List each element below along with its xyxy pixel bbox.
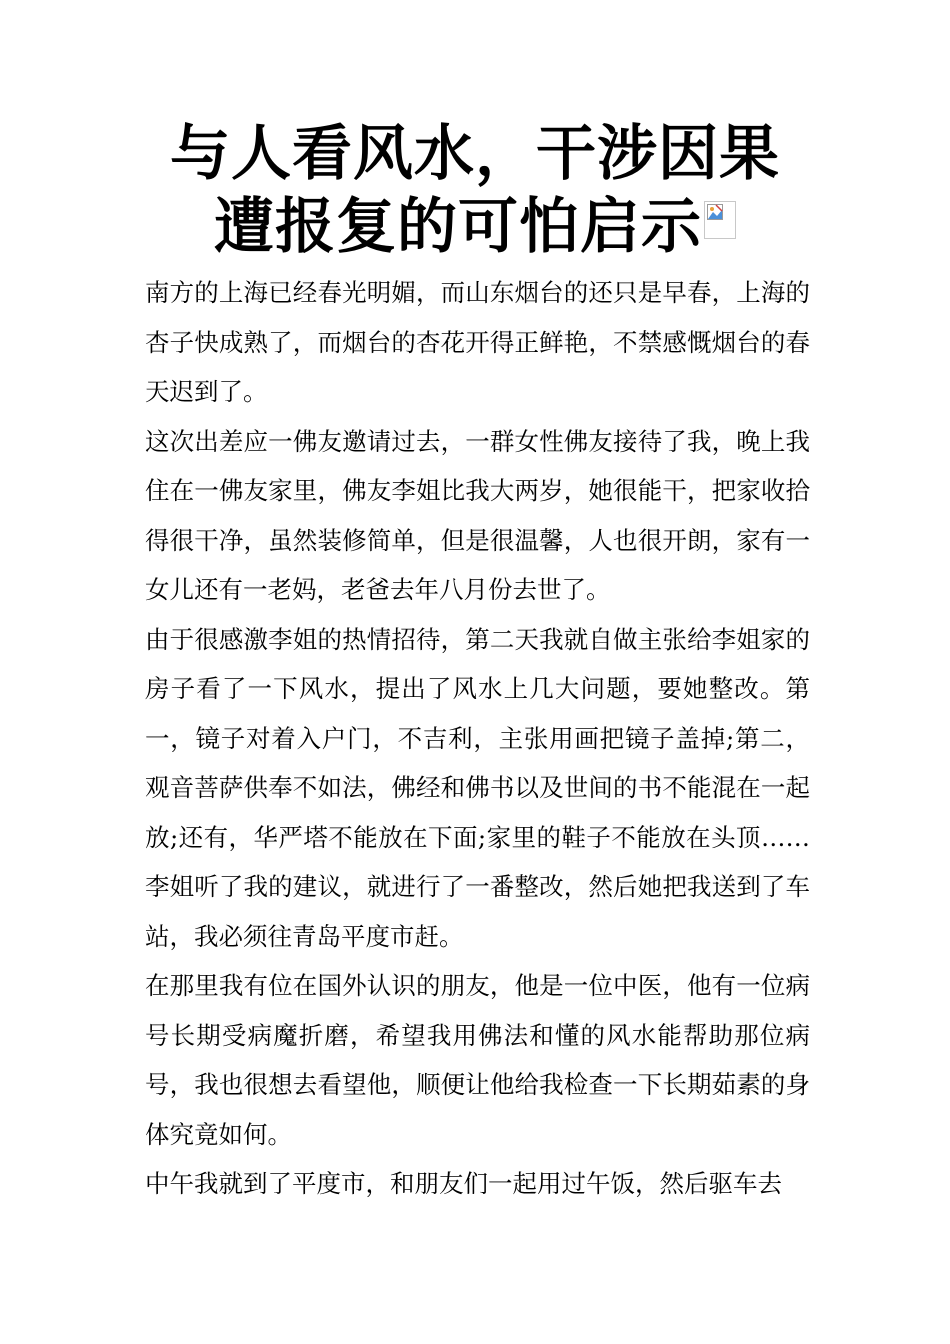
paragraph-1: 南方的上海已经春光明媚，而山东烟台的还只是早春，上海的杏子快成熟了，而烟台的杏花开得正鲜艳，不禁感慨烟台的春天迟到了。 [145, 278, 810, 406]
article-body [145, 268, 810, 1209]
paragraph-2: 这次出差应一佛友邀请过去，一群女性佛友接待了我，晚上我住在一佛友家里，佛友李姐比我大两岁，她很能干，把家收拾得很干净，虽然装修简单，但是很温馨，人也很开朗，家有一女儿还有一老妈，老爸去年八月份去世了。 [145, 426, 810, 604]
title-text: 与人看风水，干涉因果遭报复的可怕启示 [170, 119, 780, 262]
paragraph-5: 中午我就到了平度市，和朋友们一起用过午饭，然后驱车去 [145, 1169, 782, 1198]
broken-image-icon [704, 201, 736, 239]
paragraph-3: 由于很感激李姐的热情招待，第二天我就自做主张给李姐家的房子看了一下风水，提出了风水上几大问题，要她整改。第一，镜子对着入户门，不吉利，主张用画把镜子盖掉;第二，观音菩萨供奉不如法，佛经和佛书以及世间的书不能混在一起放;还有，华严塔不能放在下面;家里的鞋子不能放在头顶……李姐听了我的建议，就进行了一番整改，然后她把我送到了车站，我必须往青岛平度市赶。 [145, 624, 810, 951]
document-title [140, 118, 810, 264]
broken-image-glyph [707, 204, 725, 222]
paragraph-4: 在那里我有位在国外认识的朋友，他是一位中医，他有一位病号长期受病魔折磨，希望我用佛法和懂的风水能帮助那位病号，我也很想去看望他，顺便让他给我检查一下长期茹素的身体究竟如何。 [145, 971, 810, 1149]
